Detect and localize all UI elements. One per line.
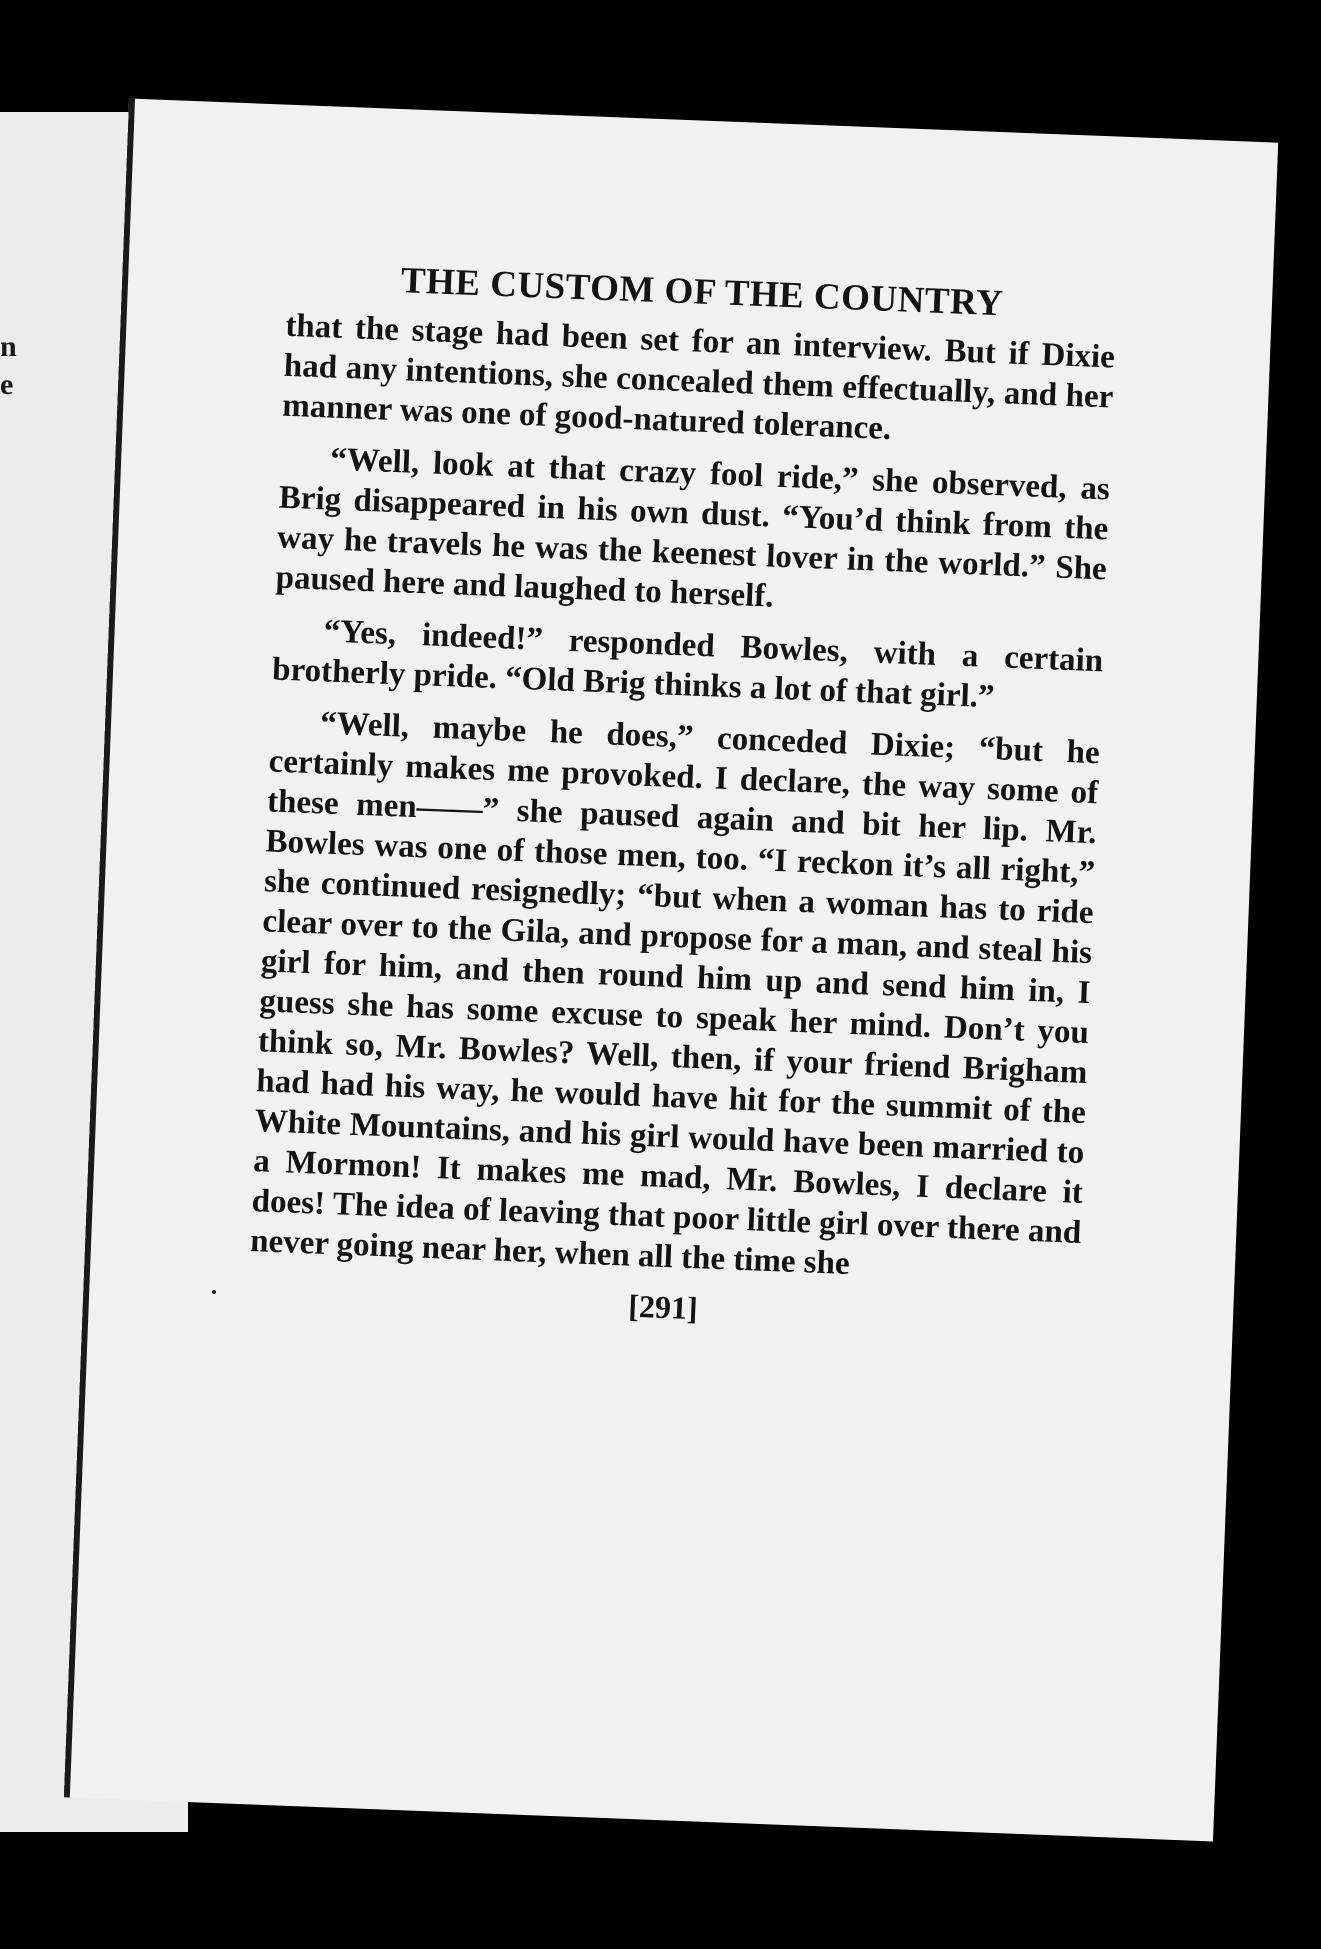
page-content <box>248 255 1118 1342</box>
body-text <box>250 306 1116 1293</box>
paragraph: “Yes, indeed!” responded Bowles, with a certain brotherly pride. “Old Brig thinks a lot of that girl.” <box>271 613 1104 716</box>
page-number: [291] <box>627 1287 699 1327</box>
left-page-fragment: e <box>0 368 14 401</box>
book-page <box>64 99 1278 1842</box>
paragraph: “Well, look at that crazy fool ride,” she observed, as Brig disappeared in his own dust. “You’d think from the way he travels he was the keenest lover in the world.” She paused here and laughed to herself. <box>275 441 1111 615</box>
paragraph: “Well, maybe he does,” conceded Dixie; “but he certainly makes me provoked. I declare, the way some of these men——” she paused again and bit her lip. Mr. Bowles was one of those men, too. “I reckon it’s all right,” she continued resignedly; “but when a woman has to ride clear over to the Gila, and propose for a man, and steal his girl for him, and then round him up and send him in, I guess she has some excuse to speak her mind. Don’t you think so, Mr. Bowles? Well, then, if your friend Brigham had had his way, he would have hit for the summit of the White Mountains, and his girl would have been married to a Mormon! It makes me mad, Mr. Bowles, I declare it does! The idea of leaving that poor little girl over there and never going near her, when all the time she <box>249 705 1101 1283</box>
running-head: THE CUSTOM OF THE COUNTRY <box>400 260 1004 325</box>
left-page-fragment: n <box>0 330 17 363</box>
paragraph: that the stage had been set for an interview. But if Dixie had any intentions, she concealed them effectually, and her manner was one of good-natured tolerance. <box>281 307 1116 448</box>
scan-speck <box>212 1290 216 1294</box>
